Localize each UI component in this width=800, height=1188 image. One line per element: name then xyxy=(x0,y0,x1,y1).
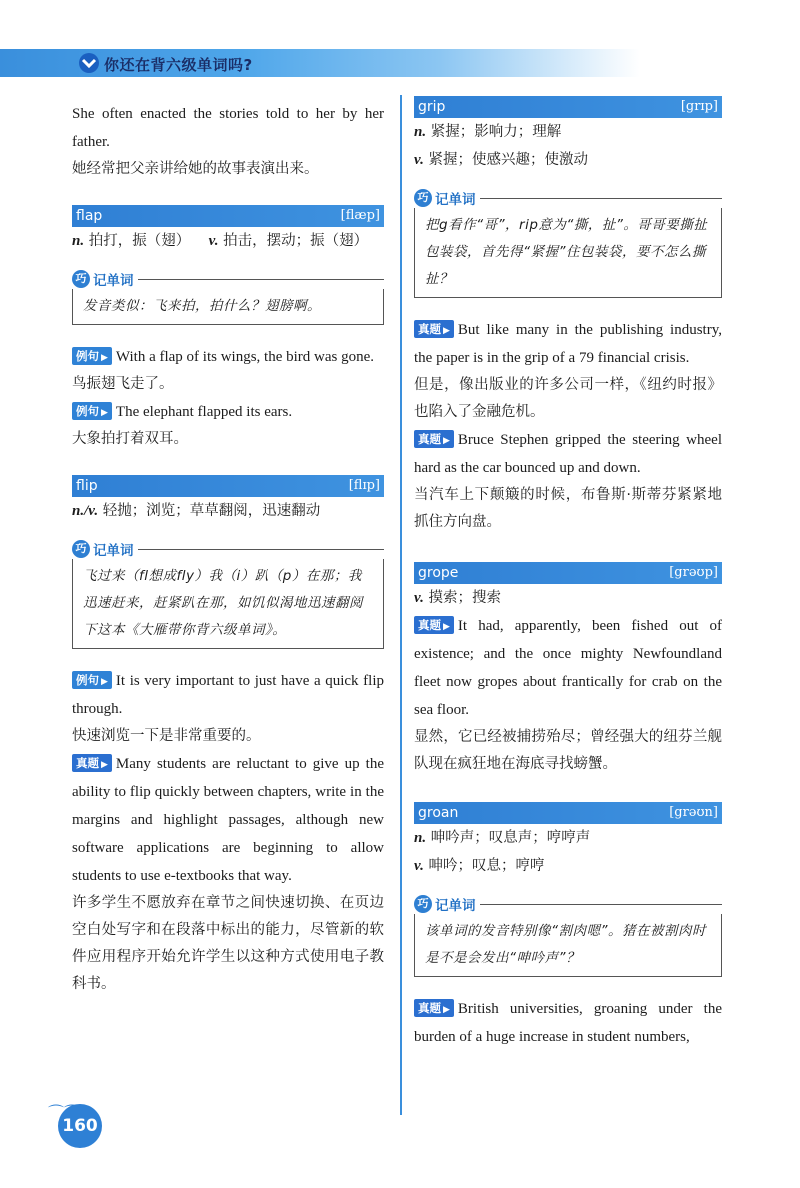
memo-badge-icon: 巧 xyxy=(72,270,90,288)
example-english xyxy=(72,667,384,723)
example-tag: 例句 ▶ xyxy=(72,402,112,420)
example-text: The elephant flapped its ears. xyxy=(115,404,293,420)
exam-tag: 真题 ▶ xyxy=(414,616,454,634)
pos-label: v. xyxy=(208,233,219,249)
exam-english xyxy=(414,612,722,724)
exam-tag: 真题 ▶ xyxy=(414,999,454,1017)
definition-line xyxy=(414,852,722,880)
exam-chinese: 但是，像出版业的许多公司一样，《纽约时报》也陷入了金融危机。 xyxy=(414,377,722,420)
right-column xyxy=(414,96,722,1051)
entry-phonetic: [grəʊp] xyxy=(669,565,718,580)
example-tag: 例句 ▶ xyxy=(72,347,112,365)
definition-line xyxy=(414,584,722,612)
exam-chinese: 显然，它已经被捕捞殆尽；曾经强大的纽芬兰舰队现在疯狂地在海底寻找螃蟹。 xyxy=(414,729,722,772)
memo-text: 发音类似：飞来拍，拍什么？翅膀啊。 xyxy=(72,289,384,325)
exam-chinese: 许多学生不愿放弃在章节之间快速切换、在页边空白处写字和在段落中标出的能力，尽管新的软件应用程序开始允许学生以这种方式使用电子教科书。 xyxy=(72,895,384,992)
memo-rule xyxy=(138,549,385,550)
definition-text: 轻抛；浏览；草草翻阅，迅速翻动 xyxy=(102,503,321,519)
entry-flip-bar xyxy=(72,475,384,497)
memo-rule xyxy=(480,904,723,905)
column-divider xyxy=(400,95,402,1115)
exam-text: Many students are reluctant to give up the ability to flip quickly between chapters, write in the margins and highlight passages, although new software applications are beginning to allow students to use e-textbooks that way. xyxy=(72,756,384,884)
exam-text: It had, apparently, been fished out of existence; and the once mighty Newfoundland fleet now gropes about frantically for crab on the sea floor. xyxy=(414,618,722,718)
definition-text: 呻吟声；叹息声；哼哼声 xyxy=(430,830,591,846)
entry-phonetic: [flɪp] xyxy=(348,478,380,493)
pos-label: v. xyxy=(414,152,424,168)
exam-english xyxy=(414,316,722,372)
page-number-badge xyxy=(48,1103,102,1148)
memo-rule xyxy=(138,279,385,280)
entry-grope-bar xyxy=(414,562,722,584)
example-tag: 例句 ▶ xyxy=(72,671,112,689)
example-chinese: 大象拍打着双耳。 xyxy=(72,431,188,447)
memo-badge-icon: 巧 xyxy=(414,895,432,913)
memo-title: 记单词 xyxy=(435,192,476,208)
exam-tag: 真题 ▶ xyxy=(414,430,454,448)
header-title: 你还在背六级单词吗? xyxy=(104,56,253,74)
exam-english xyxy=(414,426,722,482)
definition-line xyxy=(72,227,384,255)
definition-text: 拍打，振（翅） xyxy=(88,233,191,249)
definition-text: 紧握；使感兴趣；使激动 xyxy=(428,152,588,168)
pos-label: v. xyxy=(414,858,424,874)
bird-flock-icon: ⌒⌒ xyxy=(48,1103,81,1122)
definition-text: 拍击，摆动；振（翅） xyxy=(223,233,369,249)
pos-label: n. xyxy=(414,830,427,846)
exam-tag: 真题 ▶ xyxy=(72,754,112,772)
pos-label: n./v. xyxy=(72,503,99,519)
exam-english xyxy=(414,995,722,1051)
definition-text: 紧握；影响力；理解 xyxy=(430,124,562,140)
entry-phonetic: [grɪp] xyxy=(680,99,718,114)
memo-box xyxy=(72,539,384,649)
page-number: 160 xyxy=(58,1104,102,1148)
entry-word: groan xyxy=(418,805,459,821)
memo-box xyxy=(414,188,722,298)
memo-title: 记单词 xyxy=(435,898,476,914)
example-english xyxy=(72,398,384,426)
pos-label: n. xyxy=(72,233,85,249)
entry-groan-bar xyxy=(414,802,722,824)
example-text: With a flap of its wings, the bird was gone. xyxy=(115,349,375,365)
entry-grip-bar xyxy=(414,96,722,118)
intro-english: She often enacted the stories told to her by her father. xyxy=(72,106,384,150)
example-chinese: 快速浏览一下是非常重要的。 xyxy=(72,728,261,744)
chevron-badge-icon xyxy=(78,52,100,74)
definition-line xyxy=(414,824,722,852)
memo-badge-icon: 巧 xyxy=(72,540,90,558)
exam-text: But like many in the publishing industry, the paper is in the grip of a 79 financial crisis. xyxy=(414,322,722,366)
exam-tag: 真题 ▶ xyxy=(414,320,454,338)
entry-phonetic: [flæp] xyxy=(340,208,380,223)
left-column xyxy=(72,100,384,998)
exam-english xyxy=(72,750,384,890)
exam-text: British universities, groaning under the burden of a huge increase in student numbers, xyxy=(414,1001,722,1045)
exam-chinese: 当汽车上下颠簸的时候，布鲁斯·斯蒂芬紧紧地抓住方向盘。 xyxy=(414,487,722,530)
memo-text: 飞过来（fl想成fly）我（i）趴（p）在那；我迅速赶来，赶紧趴在那，如饥似渴地迅速翻阅下这本《大雁带你背六级单词》。 xyxy=(72,559,384,649)
memo-text: 该单词的发音特别像“割肉嗯”。猪在被割肉时是不是会发出“呻吟声”？ xyxy=(414,914,722,977)
memo-title: 记单词 xyxy=(93,543,134,559)
exam-text: Bruce Stephen gripped the steering wheel hard as the car bounced up and down. xyxy=(414,432,722,476)
memo-box xyxy=(72,269,384,325)
memo-text: 把g看作“哥”，rip意为“撕，扯”。哥哥要撕扯包装袋，首先得“紧握”住包装袋，要不怎么撕扯？ xyxy=(414,208,722,298)
definition-line xyxy=(414,118,722,146)
memo-rule xyxy=(480,198,723,199)
memo-box xyxy=(414,894,722,977)
definition-text: 摸索；搜索 xyxy=(428,590,501,606)
memo-badge-icon: 巧 xyxy=(414,189,432,207)
definition-text: 呻吟；叹息；哼哼 xyxy=(428,858,545,874)
entry-word: flap xyxy=(76,208,103,224)
example-chinese: 鸟振翅飞走了。 xyxy=(72,376,174,392)
definition-line xyxy=(414,146,722,174)
entry-phonetic: [grəʊn] xyxy=(669,805,718,820)
entry-word: flip xyxy=(76,478,98,494)
intro-chinese: 她经常把父亲讲给她的故事表演出来。 xyxy=(72,161,319,177)
pos-label: n. xyxy=(414,124,427,140)
pos-label: v. xyxy=(414,590,424,606)
entry-word: grope xyxy=(418,565,459,581)
definition-line xyxy=(72,497,384,525)
entry-flap-bar xyxy=(72,205,384,227)
entry-word: grip xyxy=(418,99,446,115)
memo-title: 记单词 xyxy=(93,273,134,289)
example-text: It is very important to just have a quick flip through. xyxy=(72,673,384,717)
example-english xyxy=(72,343,384,371)
